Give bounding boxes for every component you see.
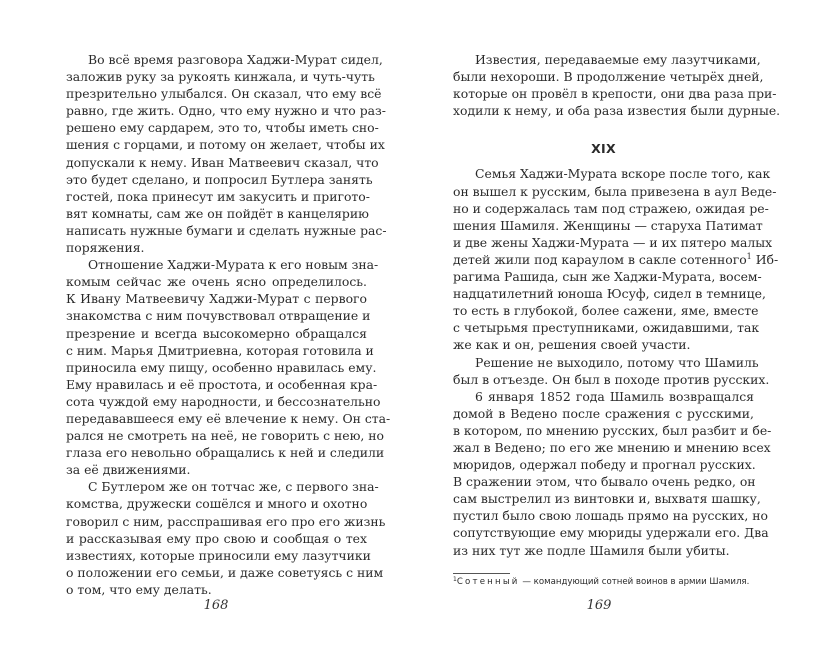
page-number: 168 — [203, 598, 229, 613]
text-line: из них тут же подле Шамиля были убиты. — [453, 542, 730, 558]
text-line: В сражении этом, что бывало очень редко, он — [453, 474, 756, 490]
text-line: и рассказывая ему про свою и сообщая о тех — [66, 530, 367, 546]
text-line: сопутствующие ему мюриды удержали его. Два — [453, 525, 769, 541]
text-line: Решение не выходило, потому что Шамиль — [475, 354, 759, 370]
text-fragment: Иб- — [751, 251, 779, 267]
text-line: Во всё время разговора Хаджи-Мурат сидел, — [88, 52, 383, 67]
text-line: поряжения. — [66, 240, 145, 256]
text-line: допускали к нему. Иван Матвеевич сказал, что — [66, 154, 379, 170]
text-line: заложив руку за рукоять кинжала, и чуть-чуть — [66, 69, 375, 85]
text-line: рагима Рашида, сын же Хаджи-Мурата, восем- — [453, 269, 762, 285]
text-line: рался не смотреть на неё, не говорить с нею, но — [66, 428, 384, 444]
text-line: с ним. Марья Дмитриевна, которая готовила и — [66, 342, 374, 358]
text-line: глаза его невольно обращались к ней и следили — [66, 445, 385, 461]
text-line: были нехороши. В продолжение четырёх дней, — [453, 69, 764, 85]
footnote-reference[interactable]: 1 — [746, 251, 752, 261]
footnote-marker: 1 — [453, 576, 457, 583]
footnote-divider — [453, 573, 510, 574]
text-line: передававшееся ему её влечение к нему. Он ста- — [66, 410, 391, 426]
text-line: за её движениями. — [66, 462, 191, 478]
text-line: домой в Ведено после сражения с русскими, — [453, 405, 754, 421]
text-line: сам выстрелил из винтовки и, выхватя шашку, — [453, 491, 761, 507]
text-line: мюридов, одержал победу и прогнал русских. — [453, 457, 756, 473]
left-page-text — [66, 51, 391, 598]
text-line: написать нужные бумаги и сделать нужные рас- — [66, 222, 387, 238]
text-line: но и содержалась там под стражею, ожидая ре- — [453, 200, 769, 216]
text-line: жал в Ведено; по его же мнению и мнению всех — [453, 439, 771, 455]
text-line: которые он провёл в крепости, они два раза при- — [453, 86, 777, 102]
text-line: презрительно улыбался. Он сказал, что ему всё — [66, 86, 382, 102]
text-line: же как и он, решения своей участи. — [453, 337, 691, 353]
text-line: знакомства с ним почувствовал отвращение и — [66, 308, 371, 324]
text-line: ходили к нему, и оба раза известия были дурные. — [453, 103, 781, 119]
text-line: в котором, по мнению русских, был разбит и бе- — [453, 422, 772, 438]
footnote-term: Сотенный — [456, 577, 520, 587]
right-page — [410, 0, 820, 662]
text-line: с четырьмя преступниками, ожидавшими, так — [453, 320, 760, 336]
text-line: Семья Хаджи-Мурата вскоре после того, как — [475, 166, 771, 182]
text-line: он вышел к русским, была привезена в аул Веде- — [453, 183, 777, 199]
text-line: Ему нравилась и её простота, и особенная кра- — [66, 376, 378, 392]
text-line: шения с горцами, и потому он желает, чтобы их — [66, 137, 385, 153]
text-line: С Бутлером же он тотчас же, с первого зна- — [88, 479, 379, 495]
text-line: презрение и всегда высокомерно обращался — [66, 325, 367, 341]
text-line: был в отъезде. Он был в походе против русских. — [453, 371, 770, 387]
text-line: вят комнаты, сам же он пойдёт в канцелярию — [66, 205, 369, 221]
text-line: известиях, которые приносили ему лазутчики — [66, 547, 371, 563]
text-line: 6 января 1852 года Шамиль возвращался — [475, 388, 754, 404]
text-line: шения Шамиля. Женщины — старуха Патимат — [453, 217, 763, 233]
text-line: надцатилетний юноша Юсуф, сидел в темнице, — [453, 286, 766, 302]
page-number: 169 — [586, 598, 612, 613]
text-line: Отношение Хаджи-Мурата к его новым зна- — [88, 257, 379, 273]
text-line-with-footnote — [453, 251, 779, 268]
text-line: это будет сделано, и попросил Бутлера занять — [66, 171, 373, 187]
text-line: то есть в глубокой, более сажени, яме, вместе — [453, 303, 759, 319]
text-line: говорил с ним, расспрашивая его про его жизнь — [66, 513, 386, 529]
text-fragment: детей жили под караулом в сакле сотенного — [453, 251, 747, 267]
text-line: решено ему сардарем, это то, чтобы иметь сно- — [66, 120, 379, 136]
text-line: и две жены Хаджи-Мурата — и их пятеро малых — [453, 234, 773, 250]
text-line: приносила ему пищу, особенно нравилась ему. — [66, 359, 377, 375]
text-line: о том, что ему делать. — [66, 581, 212, 597]
text-line: гостей, пока принесут им закусить и пригото- — [66, 188, 370, 204]
text-line: равно, где жить. Одно, что ему нужно и что раз- — [66, 103, 386, 119]
footnote-text: — командующий сотней воинов в армии Шамиля. — [519, 577, 750, 587]
footnote — [453, 576, 773, 588]
right-page-text — [453, 51, 781, 559]
text-line: Известия, передаваемые ему лазутчиками, — [475, 52, 761, 67]
text-line: сота чуждой ему народности, и бессознательно — [66, 393, 381, 409]
text-line: о положении его семьи, и даже советуясь с ним — [66, 564, 384, 580]
text-line: К Ивану Матвеевичу Хаджи-Мурат с первого — [66, 291, 367, 307]
text-line: комства, дружески сошёлся и много и охотно — [66, 496, 368, 512]
text-line: пустил было свою лошадь прямо на русских, но — [453, 508, 768, 524]
text-line: комым сейчас же очень ясно определилось. — [66, 274, 367, 290]
chapter-heading: XIX — [591, 141, 616, 157]
